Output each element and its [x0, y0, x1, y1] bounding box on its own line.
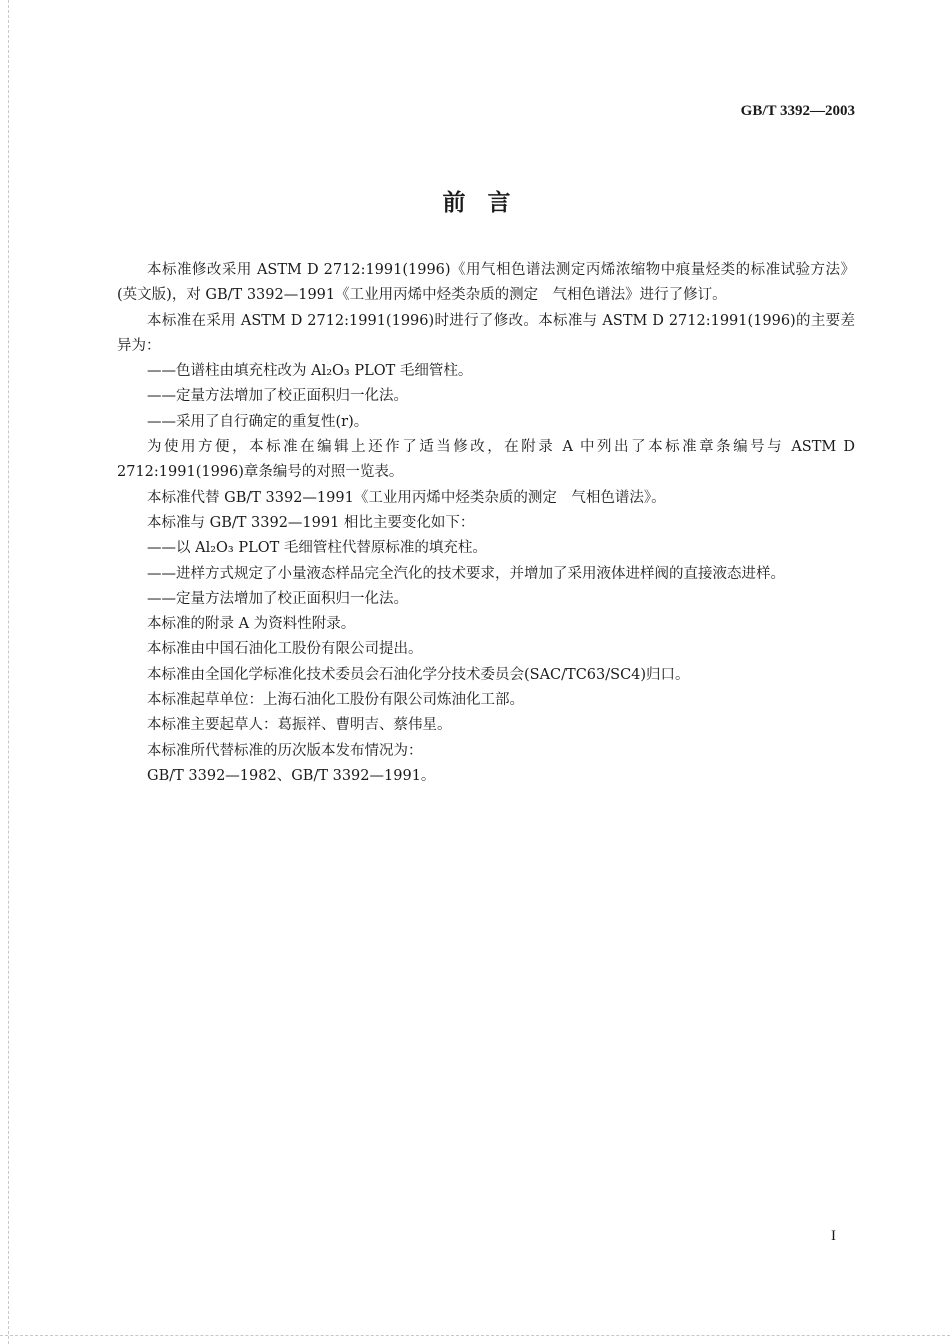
page-number: I — [831, 1228, 836, 1244]
scan-edge-bottom — [0, 1335, 950, 1336]
list-item: ——色谱柱由填充柱改为 Al₂O₃ PLOT 毛细管柱。 — [147, 363, 473, 380]
paragraph: 本标准的附录 A 为资料性附录。 — [147, 616, 356, 633]
paragraph: 本标准由全国化学标准化技术委员会石油化学分技术委员会(SAC/TC63/SC4)归口。 — [147, 666, 690, 683]
paragraph: 本标准与 GB/T 3392—1991 相比主要变化如下： — [147, 514, 475, 531]
paragraph: 本标准所代替标准的历次版本发布情况为： — [147, 742, 423, 759]
paragraph: 本标准由中国石油化工股份有限公司提出。 — [147, 641, 423, 658]
page-title: 前言 — [442, 189, 533, 216]
paragraph: 本标准修改采用 ASTM D 2712:1991(1996)《用气相色谱法测定丙烯浓缩物中痕量烃类的标准试验方法》(英文版)，对 GB/T 3392—1991《工业用丙烯中烃类杂质的测定 气相色谱法》进行了修订。 — [117, 262, 855, 304]
list-item: ——定量方法增加了校正面积归一化法。 — [147, 388, 408, 405]
paragraph: 为使用方便，本标准在编辑上还作了适当修改，在附录 A 中列出了本标准章条编号与 ASTM D 2712:1991(1996)章条编号的对照一览表。 — [117, 439, 855, 481]
list-item: ——采用了自行确定的重复性(r)。 — [147, 413, 369, 430]
paragraph: GB/T 3392—1982、GB/T 3392—1991。 — [147, 767, 436, 784]
paragraph: 本标准在采用 ASTM D 2712:1991(1996)时进行了修改。本标准与 ASTM D 2712:1991(1996)的主要差异为： — [117, 312, 855, 354]
list-item: ——定量方法增加了校正面积归一化法。 — [147, 590, 408, 607]
paragraph: 本标准代替 GB/T 3392—1991《工业用丙烯中烃类杂质的测定 气相色谱法》。 — [147, 489, 666, 506]
foreword-body — [117, 258, 855, 789]
paragraph: 本标准起草单位：上海石油化工股份有限公司炼油化工部。 — [147, 692, 524, 709]
list-item: ——以 Al₂O₃ PLOT 毛细管柱代替原标准的填充柱。 — [147, 540, 487, 557]
paragraph: 本标准主要起草人：葛振祥、曹明吉、蔡伟星。 — [147, 717, 452, 734]
list-item: ——进样方式规定了小量液态样品完全汽化的技术要求，并增加了采用液体进样阀的直接液态进样。 — [147, 565, 785, 582]
standard-number: GB/T 3392—2003 — [740, 103, 855, 119]
